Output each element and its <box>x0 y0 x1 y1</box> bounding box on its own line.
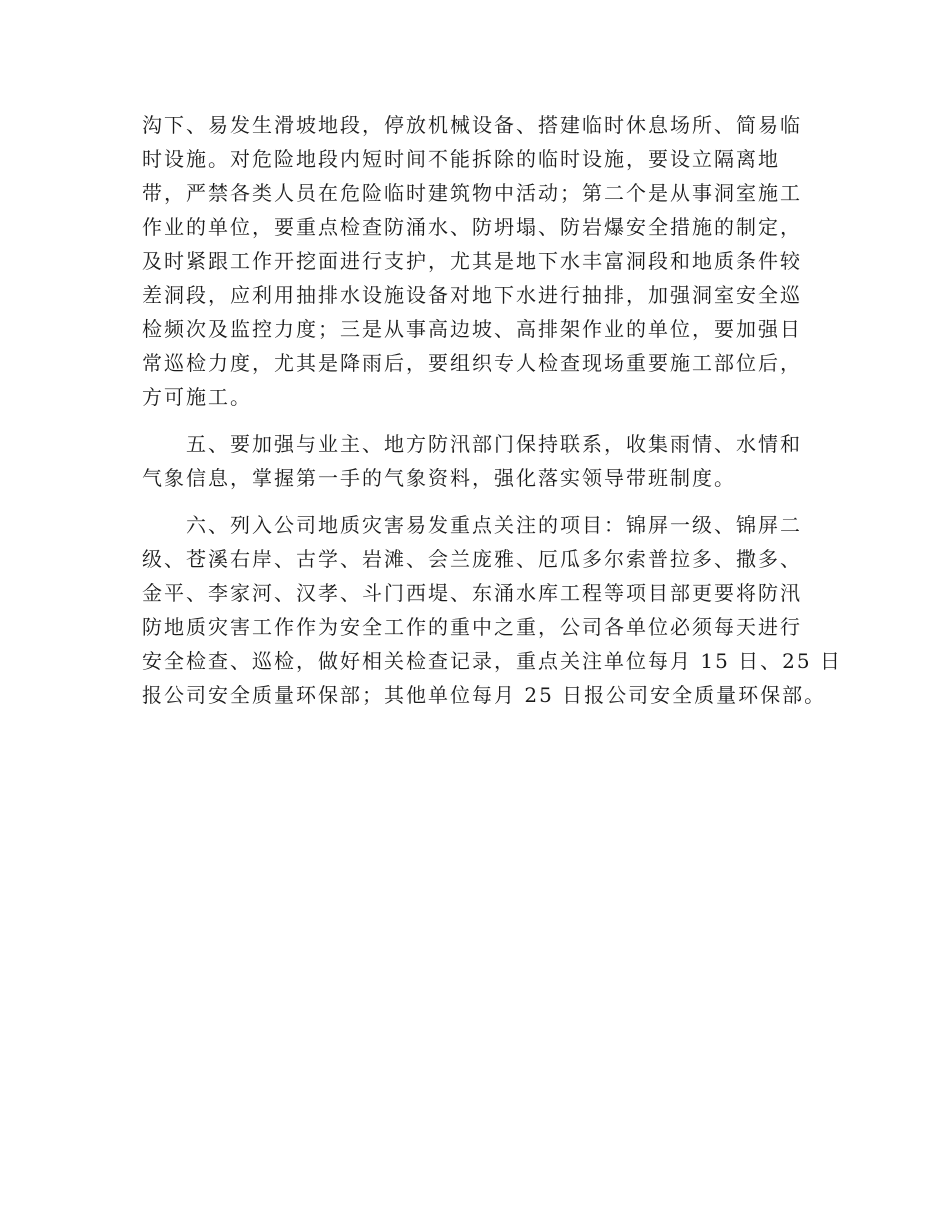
text-line: 带，严禁各类人员在危险临时建筑物中活动；第二个是从事洞室施工 <box>142 181 802 205</box>
text-line: 五、要加强与业主、地方防汛部门保持联系，收集雨情、水情和 <box>186 432 802 456</box>
text-line: 气象信息，掌握第一手的气象资料，强化落实领导带班制度。 <box>142 466 736 490</box>
paragraph-six <box>142 508 842 712</box>
paragraph-five <box>142 427 822 495</box>
text-line: 作业的单位，要重点检查防涌水、防坍塌、防岩爆安全措施的制定， <box>142 215 802 239</box>
text-line: 检频次及监控力度；三是从事高边坡、高排架作业的单位，要加强日 <box>142 317 802 341</box>
text-line: 级、苍溪右岸、古学、岩滩、会兰庞雅、厄瓜多尔索普拉多、撒多、 <box>142 547 802 571</box>
text-line: 报公司安全质量环保部；其他单位每月 25 日报公司安全质量环保部。 <box>142 683 827 707</box>
text-line: 常巡检力度，尤其是降雨后，要组织专人检查现场重要施工部位后， <box>142 351 802 375</box>
text-line: 沟下、易发生滑坡地段，停放机械设备、搭建临时休息场所、简易临 <box>142 113 802 137</box>
paragraph-spacer <box>142 414 822 427</box>
text-line: 金平、李家河、汉孝、斗门西堤、东涌水库工程等项目部更要将防汛 <box>142 581 802 605</box>
text-line: 防地质灾害工作作为安全工作的重中之重，公司各单位必须每天进行 <box>142 615 802 639</box>
paragraph-spacer <box>142 495 822 508</box>
paragraph-continued <box>142 108 822 414</box>
text-line: 方可施工。 <box>142 385 252 409</box>
text-line: 安全检查、巡检，做好相关检查记录，重点关注单位每月 15 日、25 日 <box>142 649 842 673</box>
text-line: 时设施。对危险地段内短时间不能拆除的临时设施，要设立隔离地 <box>142 147 780 171</box>
text-line: 六、列入公司地质灾害易发重点关注的项目：锦屏一级、锦屏二 <box>186 513 802 537</box>
text-line: 差洞段，应利用抽排水设施设备对地下水进行抽排，加强洞室安全巡 <box>142 283 802 307</box>
text-line: 及时紧跟工作开挖面进行支护，尤其是地下水丰富洞段和地质条件较 <box>142 249 802 273</box>
document-body <box>142 108 842 712</box>
